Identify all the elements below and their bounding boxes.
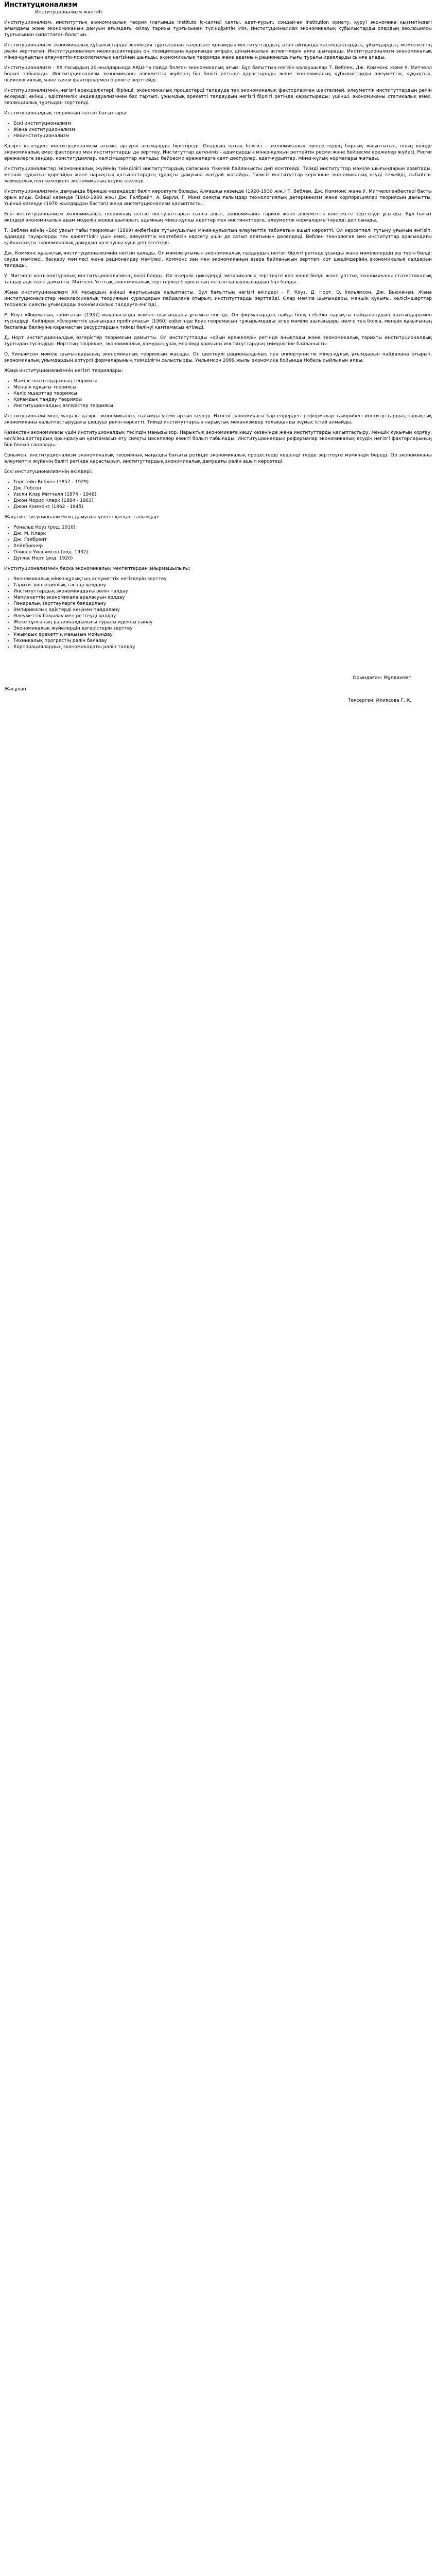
list-item: • Ескі институционализм [13, 121, 432, 127]
body-paragraph: Т. Веблен өзінің «Бос уақыт табы теориясы» (1899) еңбегінде тұтынушылық мінез-құлықтың әлеуметтік табиғатын ашып көрсетті. Ол көрсетпелі тұтыну ұғымын енгізіп, адамдар тауарларды тек қажеттілігі үшін емес, әлеуметтік мәртебесін көрсету үшін де сатып алатынын дәлелдеді. Веблен технология мен институттар арасындағы қайшылықты экономикалық дамудың қозғаушы күші деп есептеді. [4, 228, 432, 246]
body-paragraph: Қазіргі кезеңдегі институционализм ағымы әртүрлі ағымдарды біріктіреді. Олардың ортақ белгісі - экономикалық процестердің барлық жиынтығын, оның ішінде экономикалық емес факторлар мен институттарды да зерттеу. Институттар дегеніміз - адамдардың мінез-құлқын реттейтін ресми және бейресми ережелер жүйесі. Ресми ережелерге заңдар, конституциялар, келісімшарттар жатады; бейресми ережелерге салт-дәстүрлер, әдет-ғұрыптар, мінез-құлық нормалары жатады. [4, 144, 432, 161]
list-item: • Хейлбронер [13, 543, 432, 549]
list-item: • Жеке тұлғаның рационалдылығы туралы идеяны сынау [13, 619, 432, 625]
section-paragraph: Институционализмнің негізгі ерекшеліктері: бірінші, экономикалық процестерді талдауда тек экономикалық факторлармен шектелмей, әлеуметтік институттардың рөлін ескереді; екінші, әдістемелік индивидуализмнен бас тартып, ұжымдық әрекетті талдаудың негізгі бірлігі ретінде қарастырады; үшінші, экономиканы статикалық емес, эволюциялық тұрғыдан зерттейді. [4, 88, 432, 106]
list-intro: Институционализмнің басқа экономикалық мектептерден айырмашылығы: [4, 566, 190, 571]
list-item: • Жаңа институционализм [13, 127, 432, 133]
list-item: • Оливер Уильямсон (род. 1932) [13, 549, 432, 555]
intro-paragraph: Институционализм, институттық экономикалық теория (латынша instituto іс-салма) салты, әдет-ғұрып, сондай-ақ institution орнату, құру) экономика қызметіндегі ағымдағы және экономиканың дамуын ағымдағы ойлау тарихы тұрғысынан түсіндіретін ілім. Институционализм экономикалық құбылыстарды олардың эволюциясы тұрғысынан сипаттаған болатын. [4, 20, 432, 38]
list-item: • Дж. Гобсон [13, 485, 432, 492]
list-item: • Техникалық прогрестің рөлін бағалау [13, 638, 432, 644]
list-intro: Институционалдық теорияның негізгі бағыттары: [4, 111, 128, 116]
list-item: • Корпорациялардың экономикадағы рөлін талдау [13, 644, 432, 650]
list-item: • Әлеуметтік бақылау мен реттеуді қолдау [13, 613, 432, 619]
list-item: • Меншік құқығы теориясы [13, 384, 432, 391]
bullet-list [4, 378, 432, 409]
body-paragraph: О. Уильямсон мәміле шығындарының экономикалық теориясын жасады. Ол шектеулі рационалдылық пен оппортунистік мінез-құлық ұғымдарын пайдалана отырып, экономикалық ұйымдардың әртүрлі формаларының тиімділігін салыстырды. Уильямсон 2009 жылы экономика бойынша Нобель сыйлығын алды. [4, 352, 432, 363]
bullet-list [4, 576, 432, 650]
body-paragraph: Сонымен, институционализм экономикалық теорияның маңызды бағыты ретінде экономикалық процестерді кешенді түрде зерттеуге мүмкіндік береді. Ол экономиканы әлеуметтік жүйенің бөлігі ретінде қарастырып, институттардың экономикалық дамудағы рөлін ашып көрсетеді. [4, 453, 432, 464]
body-paragraph: Институционализмнің дамуында бірнеше кезеңдерді бөліп көрсетуге болады. Алғашқы кезеңде (1920-1930 жж.) Т. Веблен, Дж. Коммонс және У. Митчелл еңбектері басты орын алды. Екінші кезеңде (1940-1960 жж.) Дж. Гэлбрейт, А. Берли, Г. Минз сияқты ғалымдар технологиялық детерминизм және корпорациялар теориясын дамытты. Үшінші кезеңде (1970 жылдардан бастап) жаңа институционализм қалыптасты. [4, 189, 432, 207]
list-item: • Джон Морис Кларк (1884 - 1963) [13, 498, 432, 504]
list-intro: Жаңа институционализмнің негізгі теориялары: [4, 368, 124, 374]
body-paragraph: Р. Коуз «Фирманың табиғаты» (1937) мақаласында мәміле шығындары ұғымын енгізді. Ол фирмалардың пайда болу себебін нарықты пайдаланудың шығындарымен түсіндірді. Кейінірек «Әлеуметтік шығындар проблемасы» (1960) еңбегінде Коуз теоремасын тұжырымдады: егер мәміле шығындары нөлге тең болса, меншік құқығының бастапқы бөлінуіне қарамастан ресурстардың тиімді бөлінуі қамтамасыз етіледі. [4, 313, 432, 330]
author-line: Орындаған: Мұлдахмет [353, 675, 411, 681]
list-item: • Институционалдық өзгерістер теориясы [13, 403, 432, 409]
list-item: • Пәнаралық зерттеулерге бағдарлану [13, 601, 432, 607]
list-item: • Неоинституционализм [13, 133, 432, 139]
list-item: • Рональд Коуз (род. 1910) [13, 524, 432, 531]
body-paragraph: Институционализмнің маңызы қазіргі экономикалық ғылымда үнемі артып келеді. Өтпелі экономикасы бар елдердегі реформалар тәжірибесі институттардың нарықтық экономиканы қалыптастырудағы шешуші рөлін көрсетті. Тиімді институттарсыз нарықтық механизмдер толыққанды жұмыс істей алмайды. [4, 414, 432, 425]
list-item: • Келісімшарттар теориясы [13, 391, 432, 397]
document-page [0, 0, 436, 704]
list-intro: Ескі институционализмнің өкілдері: [4, 469, 93, 474]
intro-paragraph: Институционализм экономикалық құбылыстарды эволюция тұрғысынан талдаған: қоғамдық институттардың, атап айтқанда кәсіподақтардың, ұйымдардың, мемлекеттің рөлін зерттеген. Институционализм неоклассиктердің оң позициясына қарағанда өмірдің динамикалық аспектілерін алға шығарады. Институционализм экономикалық мінез-құлықтың әлеуметтік-психологиялық негізінен шығады, экономикалық теорияда жеке адамның рационалдылығы туралы идеяларды сынға алады. [4, 43, 432, 60]
section-paragraph: Институционализм - ХХ ғасырдың 20-жылдарында АҚШ-та пайда болған экономикалық ағым. Бұл бағыттың негізін қалаушылар Т. Веблен, Дж. Коммонс және У. Митчелл болып табылады. Институционализм экономиканы әлеуметтік жүйенің бір бөлігі ретінде қарастырады және экономикалық құбылыстарды әлеуметтік, құқықтық, психологиялық және саяси факторлармен бірлікте зерттейді. [4, 65, 432, 83]
bullet-list [4, 479, 432, 510]
list-item: • Дуглас Норт (род. 1920) [13, 555, 432, 562]
body-paragraph: Ескі институционализм экономикалық теорияның негізгі постулаттарын сынға алып, экономиканы тарихи және әлеуметтік контексте зерттеуді ұсынды. Бұл бағыт өкілдері экономикалық адам моделін жоққа шығарып, адамның мінез-құлқы әдеттер мен инстинкттерге, әлеуметтік нормаларға тәуелді деп санады. [4, 212, 432, 223]
list-item: • Экономикалық мінез-құлықтың әлеуметтік негіздерін зерттеу [13, 576, 432, 582]
bullet-list [4, 121, 432, 139]
list-intro: Жаңа институционализмнің дамуына үлесін қосқан ғалымдар: [4, 515, 160, 520]
list-item: • Мәміле шығындарының теориясы [13, 378, 432, 384]
author-first-name: Жасұлан [4, 687, 26, 692]
list-item: • Дж. Гэлбрейт [13, 537, 432, 543]
body-paragraph: Жаңа институционализм ХХ ғасырдың екінші жартысында қалыптасты. Бұл бағыттың негізгі өкілдері - Р. Коуз, Д. Норт, О. Уильямсон, Дж. Бьюкенен. Жаңа институционалистер неоклассикалық теорияның құралдарын пайдалана отырып, институттарды зерттейді. Олар мәміле шығындары, меншік құқығы, келісімшарттар теориясы сияқты ұғымдарды экономикалық талдауға енгізді. [4, 290, 432, 308]
body-paragraph: Д. Норт институционалдық өзгерістер теориясын дамытты. Ол институттарды «ойын ережелері» ретінде анықтады және экономикалық тарихты институционалдық тұрғыдан түсіндірді. Норттың пікірінше, экономикалық дамудың ұзақ мерзімді қарқыны институттардың тиімділігіне байланысты. [4, 335, 432, 347]
list-item: • Ұжымдық әрекеттің маңызын мойындау [13, 632, 432, 638]
list-item: • Тарихи-эволюциялық тәсілді қолдану [13, 582, 432, 588]
spacer [4, 654, 432, 670]
body-paragraph: Қазақстан экономикасы үшін институционалдық тәсілдің маңызы зор. Нарықтық экономикаға көшу кезеңінде жаңа институттарды қалыптастыру, меншік құқығын қорғау, келісімшарттардың орындалуын қамтамасыз ету сияқты мәселелер өзекті болып табылады. Институционалдық реформалар экономикалық өсудің негізгі факторларының бірі болып саналады. [4, 430, 432, 448]
body-paragraph: Институционалистер экономикалық жүйенің тиімділігі институттардың сапасына тікелей байланысты деп есептейді. Тиімді институттар мәміле шығындарын азайтады, меншік құқығын қорғайды және нарықтық қатынастардың тұрақты дамуына жағдай жасайды. Тиімсіз институттар керісінше экономикалық өсуді тежейді, сыбайлас жемқорлық пен көлеңкелі экономиканың өсуіне әкеледі. [4, 166, 432, 184]
page-subtitle: Институционализм жөнтеб [35, 10, 102, 15]
list-item: • Дж. М. Кларк [13, 531, 432, 537]
bullet-list [4, 524, 432, 562]
list-item: • Қоғамдық таңдау теориясы [13, 397, 432, 403]
list-item: • Торстейн Веблен (1857 - 1929) [13, 479, 432, 485]
list-item: • Мемлекеттің экономикаға араласуын қолдау [13, 595, 432, 601]
body-paragraph: Дж. Коммонс құқықтық институционализмнің негізін қалады. Ол мәміле ұғымын экономикалық талдаудың негізгі бірлігі ретінде ұсынды және мәмілелердің үш түрін бөлді: сауда мәмілесі, басқару мәмілесі және рационалдау мәмілесі. Коммонс заң мен экономиканың өзара байланысын зерттеп, сот шешімдерінің экономикалық салдарын талдады. [4, 251, 432, 268]
list-item: • Экономикалық жүйелердің өзгерістерін зерттеу [13, 625, 432, 632]
list-item: • Эмпирикалық әдістерді кеңінен пайдалану [13, 607, 432, 613]
list-item: • Уэсли Клэр Митчелл (1874 - 1948) [13, 492, 432, 498]
list-item: • Джон Коммонс (1862 - 1945) [13, 504, 432, 510]
page-title: Институционализм [4, 1, 78, 9]
list-item: • Институттардың экономикадағы рөлін талдау [13, 588, 432, 595]
body-paragraph: У. Митчелл конъюнктуралық институционализмнің өкілі болды. Ол іскерлік циклдерді эмпирикалық зерттеуге көп көңіл бөлді және ұлттық экономиканы статистикалық талдау әдістерін дамытты. Митчелл Ұлттық экономикалық зерттеулер бюросының негізін қалаушылардың бірі болды. [4, 274, 432, 285]
reviewer-line: Тексерген: Илиясова Г. К. [347, 698, 411, 703]
